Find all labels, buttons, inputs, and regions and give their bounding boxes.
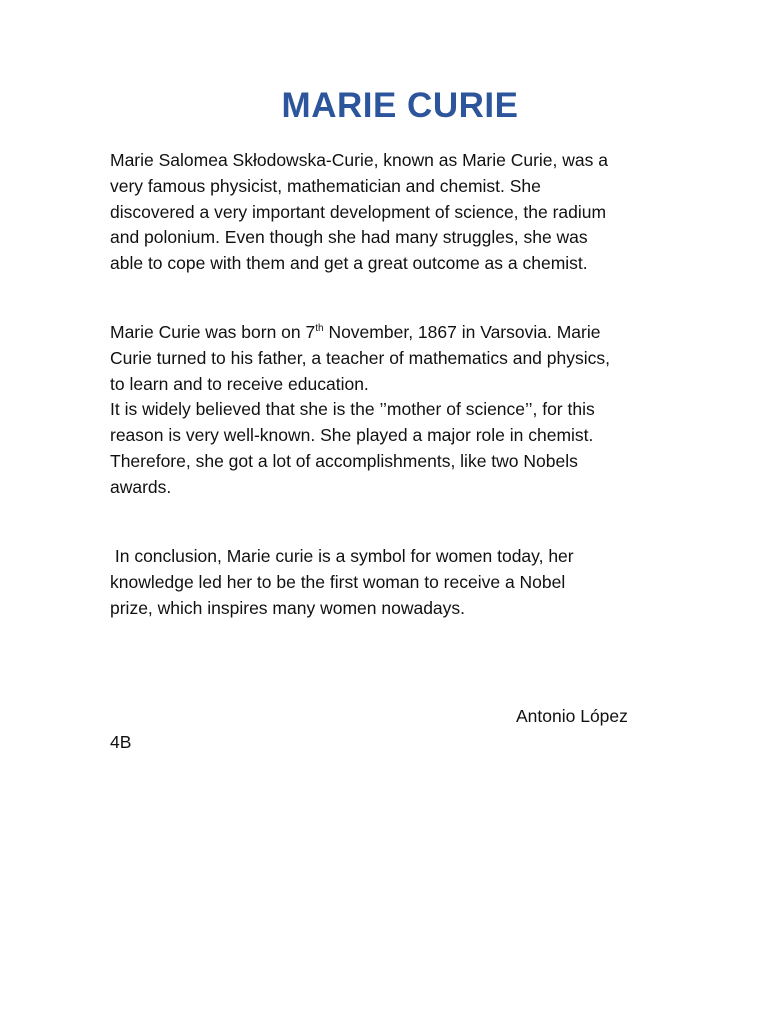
birth-text: Marie Curie was born on 7	[110, 322, 316, 342]
document-title: MARIE CURIE	[281, 86, 519, 125]
paragraph-line	[110, 320, 670, 346]
paragraph-line: reason is very well-known. She played a major role in chemist.	[110, 425, 594, 446]
paragraph-line: to learn and to receive education.	[110, 373, 369, 394]
class-label: 4B	[110, 732, 132, 752]
author-name: Antonio López	[516, 706, 628, 726]
paragraph-line: and polonium. Even though she had many struggles, she was	[110, 227, 588, 248]
paragraph-line: In conclusion, Marie curie is a symbol for women today, her	[110, 546, 574, 566]
paragraph-line: Curie turned to his father, a teacher of mathematics and physics,	[110, 347, 610, 368]
paragraph-line: awards.	[110, 476, 172, 497]
ordinal-suffix: th	[315, 323, 324, 334]
paragraph-biography	[110, 320, 670, 501]
paragraph-conclusion	[110, 544, 670, 621]
paragraph-line: prize, which inspires many women nowadays.	[110, 597, 466, 618]
paragraph-intro	[110, 148, 670, 277]
paragraph-line: knowledge led her to be the first woman to receive a Nobel	[110, 571, 566, 592]
birth-text-continued: November, 1867 in Varsovia. Marie	[323, 322, 601, 342]
paragraph-line: It is widely believed that she is the ’’mother of science’’, for this	[110, 399, 595, 420]
paragraph-line: Marie Salomea Skłodowska-Curie, known as Marie Curie, was a	[110, 150, 608, 170]
paragraph-line: discovered a very important development of science, the radium	[110, 201, 607, 222]
paragraph-line: Therefore, she got a lot of accomplishments, like two Nobels	[110, 450, 578, 471]
paragraph-line: very famous physicist, mathematician and chemist. She	[110, 175, 541, 196]
paragraph-line: able to cope with them and get a great outcome as a chemist.	[110, 253, 588, 274]
